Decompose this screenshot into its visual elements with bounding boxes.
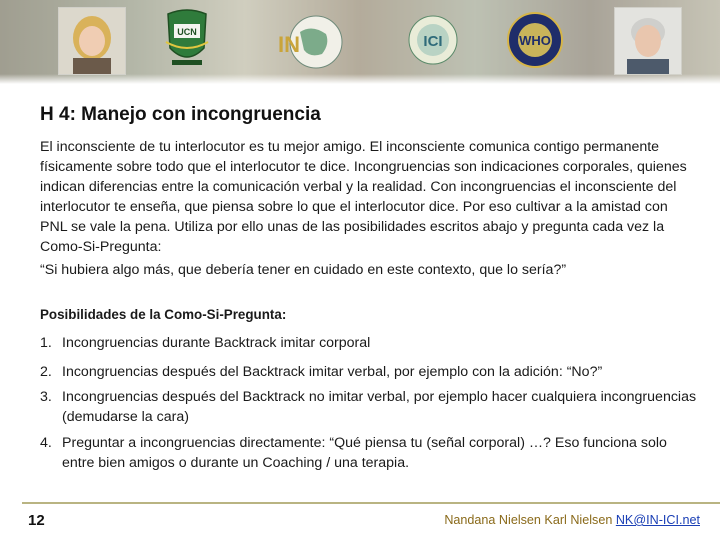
list-item-text: Preguntar a incongruencias directamente: “Qué piensa tu (señal corporal) …? Eso funciona solo entre bien amigos o durante un Coaching / una terapia. [62, 435, 667, 471]
footer-credits [444, 513, 700, 527]
intro-paragraph: El inconsciente de tu interlocutor es tu mejor amigo. El inconsciente comunica contigo permanente físicamente sobre todo que el interlocutor te dice. Incongruencias son indicaciones corporales, quienes indican diferencias entre la comunicación verbal y la realidad. Con incongruencias el inconsciente del interlocutor te enseña, que piensa sobre lo que el interlocutor dice. Por eso cultivar a la amistad con PNL se vale la pena. Utiliza por ello unas de las posibilidades escritos abajo y pregunta cada vez la Como-Si-Pregunta: [40, 139, 687, 255]
list-item-number: 2. [40, 364, 52, 380]
footer-authors: Nandana Nielsen Karl Nielsen [444, 513, 616, 527]
list-item-number: 3. [40, 389, 52, 405]
ucn-logo [160, 8, 214, 77]
possibilities-subheading: Posibilidades de la Como-Si-Pregunta: [40, 307, 287, 322]
header-banner [0, 0, 720, 84]
portrait-photo-right [614, 7, 682, 75]
ici-logo [408, 10, 458, 79]
footer-email-link[interactable]: NK@IN-ICI.net [615, 513, 700, 527]
portrait-photo-left [58, 7, 126, 75]
list-item-text: Incongruencias después del Backtrack no imitar verbal, por ejemplo hacer cualquiera incongruencias (demudarse la cara) [62, 389, 697, 425]
svg-text:UCN: UCN [177, 27, 197, 37]
banner-fade-strip [0, 74, 720, 84]
list-item-number: 4. [40, 435, 52, 451]
slide-title: H 4: Manejo con incongruencia [40, 104, 321, 125]
svg-text:WHO: WHO [519, 33, 551, 48]
footer-divider [22, 502, 720, 504]
svg-text:ICI: ICI [423, 33, 443, 50]
list-item-text: Incongruencias durante Backtrack imitar corporal [62, 335, 371, 351]
svg-text:IN: IN [278, 32, 300, 57]
page-number: 12 [28, 512, 45, 529]
who-logo [506, 10, 564, 79]
as-if-question: “Si hubiera algo más, que debería tener en cuidado en este contexto, que lo sería?” [40, 262, 567, 278]
list-item-text: Incongruencias después del Backtrack imitar verbal, por ejemplo con la adición: “No?” [62, 364, 603, 380]
list-item-number: 1. [40, 335, 52, 351]
in-logo [268, 10, 356, 79]
